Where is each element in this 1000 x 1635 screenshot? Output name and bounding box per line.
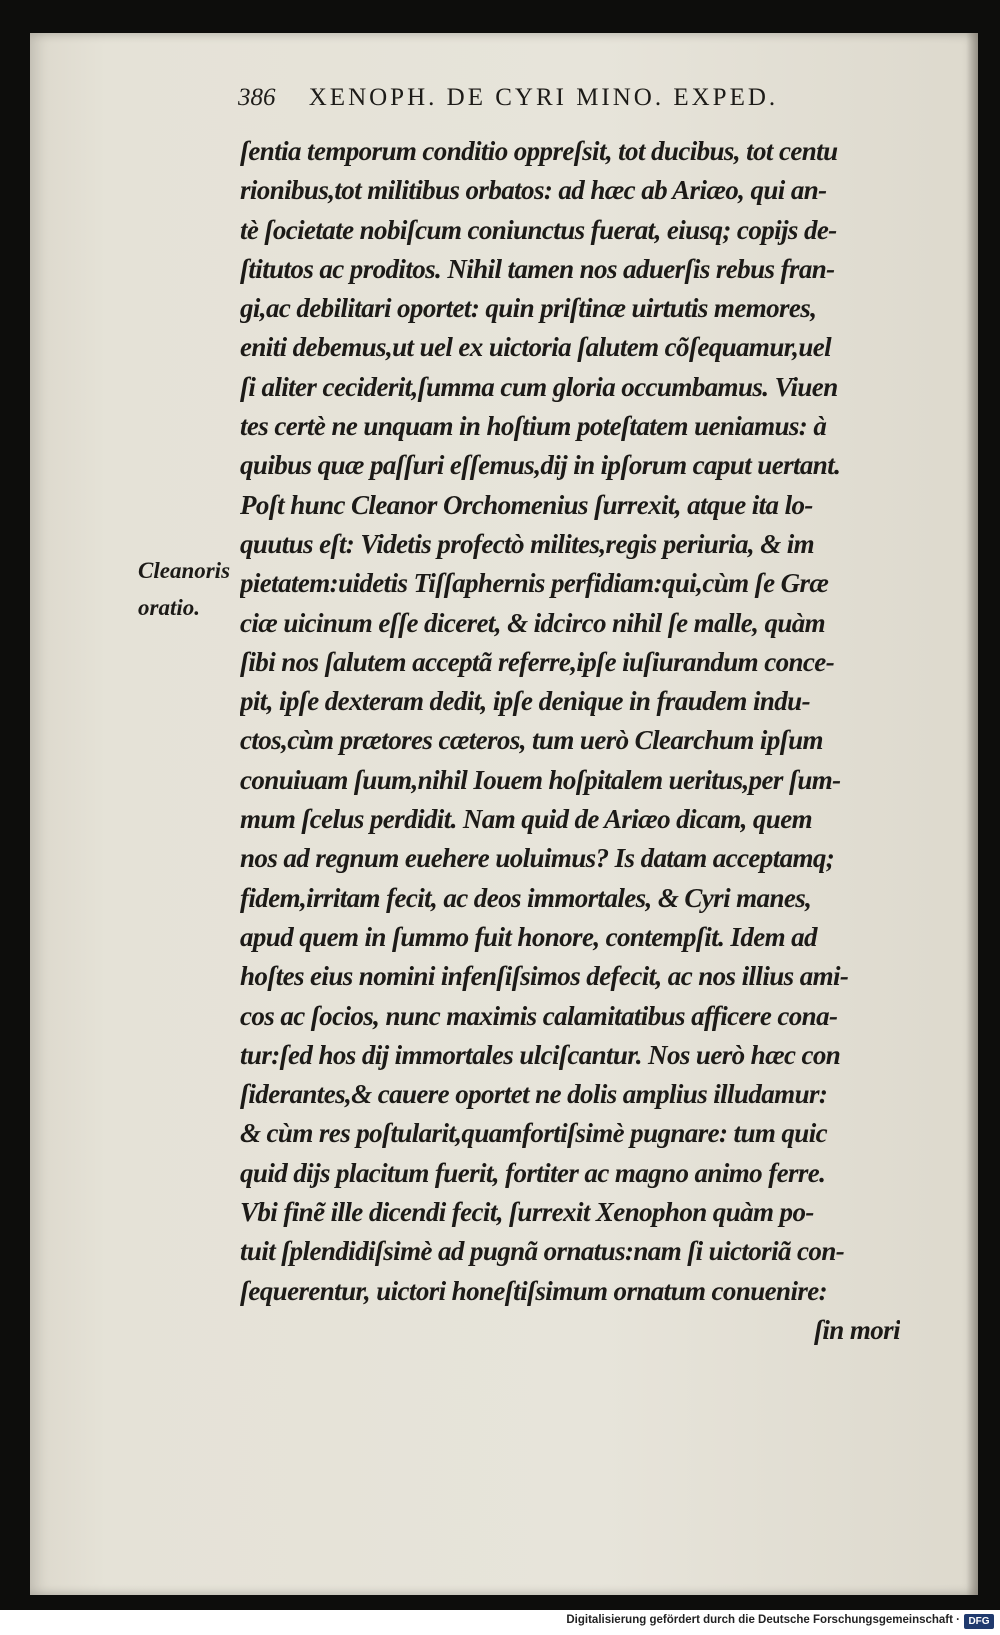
text-line: rionibus,tot militibus orbatos: ad hæc ab Ariæo, qui an-	[240, 175, 827, 206]
catchword: ſin mori	[814, 1314, 900, 1345]
text-line: tè ſocietate nobiſcum coniunctus fuerat, eiusq; copijs de-	[240, 214, 837, 245]
text-line: hoſtes eius nomini infenſiſsimos defecit, ac nos illius ami-	[240, 961, 849, 992]
margin-note-line-2: oratio.	[138, 595, 200, 620]
text-line: eniti debemus,ut uel ex uictoria ſalutem cõſequamur,uel	[240, 332, 832, 363]
text-line: tuit ſplendidiſsimè ad pugnã ornatus:nam ſi uictoriã con-	[240, 1236, 845, 1267]
dfg-logo-icon: DFG	[964, 1614, 994, 1629]
text-line: ſi aliter ceciderit,ſumma cum gloria occumbamus. Viuen	[240, 371, 838, 402]
margin-note	[138, 552, 248, 626]
text-line: pietatem:uidetis Tiſſaphernis perfidiam:qui,cùm ſe Græ	[240, 568, 829, 599]
text-line: & cùm res poſtularit,quamfortiſsimè pugnare: tum quic	[240, 1118, 828, 1149]
text-line: tes certè ne unquam in hoſtium poteſtatem ueniamus: à	[240, 411, 827, 442]
margin-note-line-1: Cleanoris	[138, 558, 231, 583]
text-line: conuiuam ſuum,nihil Iouem hoſpitalem ueritus,per ſum-	[240, 764, 841, 795]
page-number: 386	[238, 84, 276, 111]
text-line: mum ſcelus perdidit. Nam quid de Ariæo dicam, quem	[240, 804, 813, 835]
text-line: nos ad regnum euehere uoluimus? Is datam acceptamq;	[240, 843, 835, 874]
text-line: tur:ſed hos dij immortales ulciſcantur. Nos uerò hæc con	[240, 1039, 841, 1070]
text-line: fidem,irritam fecit, ac deos immortales, & Cyri manes,	[240, 882, 812, 913]
text-line: apud quem in ſummo fuit honore, contempſit. Idem ad	[240, 921, 817, 952]
text-line: gi,ac debilitari oportet: quin priſtinæ uirtutis memores,	[240, 293, 817, 324]
text-line: ciæ uicinum eſſe diceret, & idcirco nihil ſe malle, quàm	[240, 607, 826, 638]
text-line: quibus quæ paſſuri eſſemus,dij in ipſorum caput uertant.	[240, 450, 841, 481]
running-title: XENOPH. DE CYRI MINO. EXPED.	[308, 84, 779, 111]
text-line: ſibi nos ſalutem acceptã referre,ipſe iuſiurandum conce-	[240, 646, 835, 677]
text-line: ſtitutos ac proditos. Nihil tamen nos aduerſis rebus fran-	[240, 253, 835, 284]
text-line: Vbi finẽ ille dicendi fecit, ſurrexit Xenophon quàm po-	[240, 1197, 814, 1228]
text-line: quutus eſt: Videtis profectò milites,regis periuria, & im	[240, 528, 815, 559]
text-line: ctos,cùm prætores cæteros, tum uerò Clearchum ipſum	[240, 725, 823, 756]
text-line: Poſt hunc Cleanor Orchomenius ſurrexit, atque ita lo-	[240, 489, 813, 520]
text-line: cos ac ſocios, nunc maximis calamitatibus afficere cona-	[240, 1000, 838, 1031]
text-line: quid dijs placitum fuerit, fortiter ac magno animo ferre.	[240, 1157, 826, 1188]
text-line: ſiderantes,& cauere oportet ne dolis amplius illudamur:	[240, 1079, 828, 1110]
text-line: ſentia temporum conditio oppreſsit, tot ducibus, tot centu	[240, 136, 838, 166]
text-line: ſequerentur, uictori honeſtiſsimum ornatum conuenire:	[240, 1275, 828, 1306]
running-header	[238, 84, 878, 124]
page-edge-shadow	[966, 33, 978, 1595]
text-line: pit, ipſe dexteram dedit, ipſe denique in fraudem indu-	[240, 686, 810, 717]
footer-credit: Digitalisierung gefördert durch die Deutsche Forschungsgemeinschaft ·	[566, 1614, 960, 1626]
digitization-footer	[0, 1610, 1000, 1635]
body-text	[240, 132, 900, 1350]
